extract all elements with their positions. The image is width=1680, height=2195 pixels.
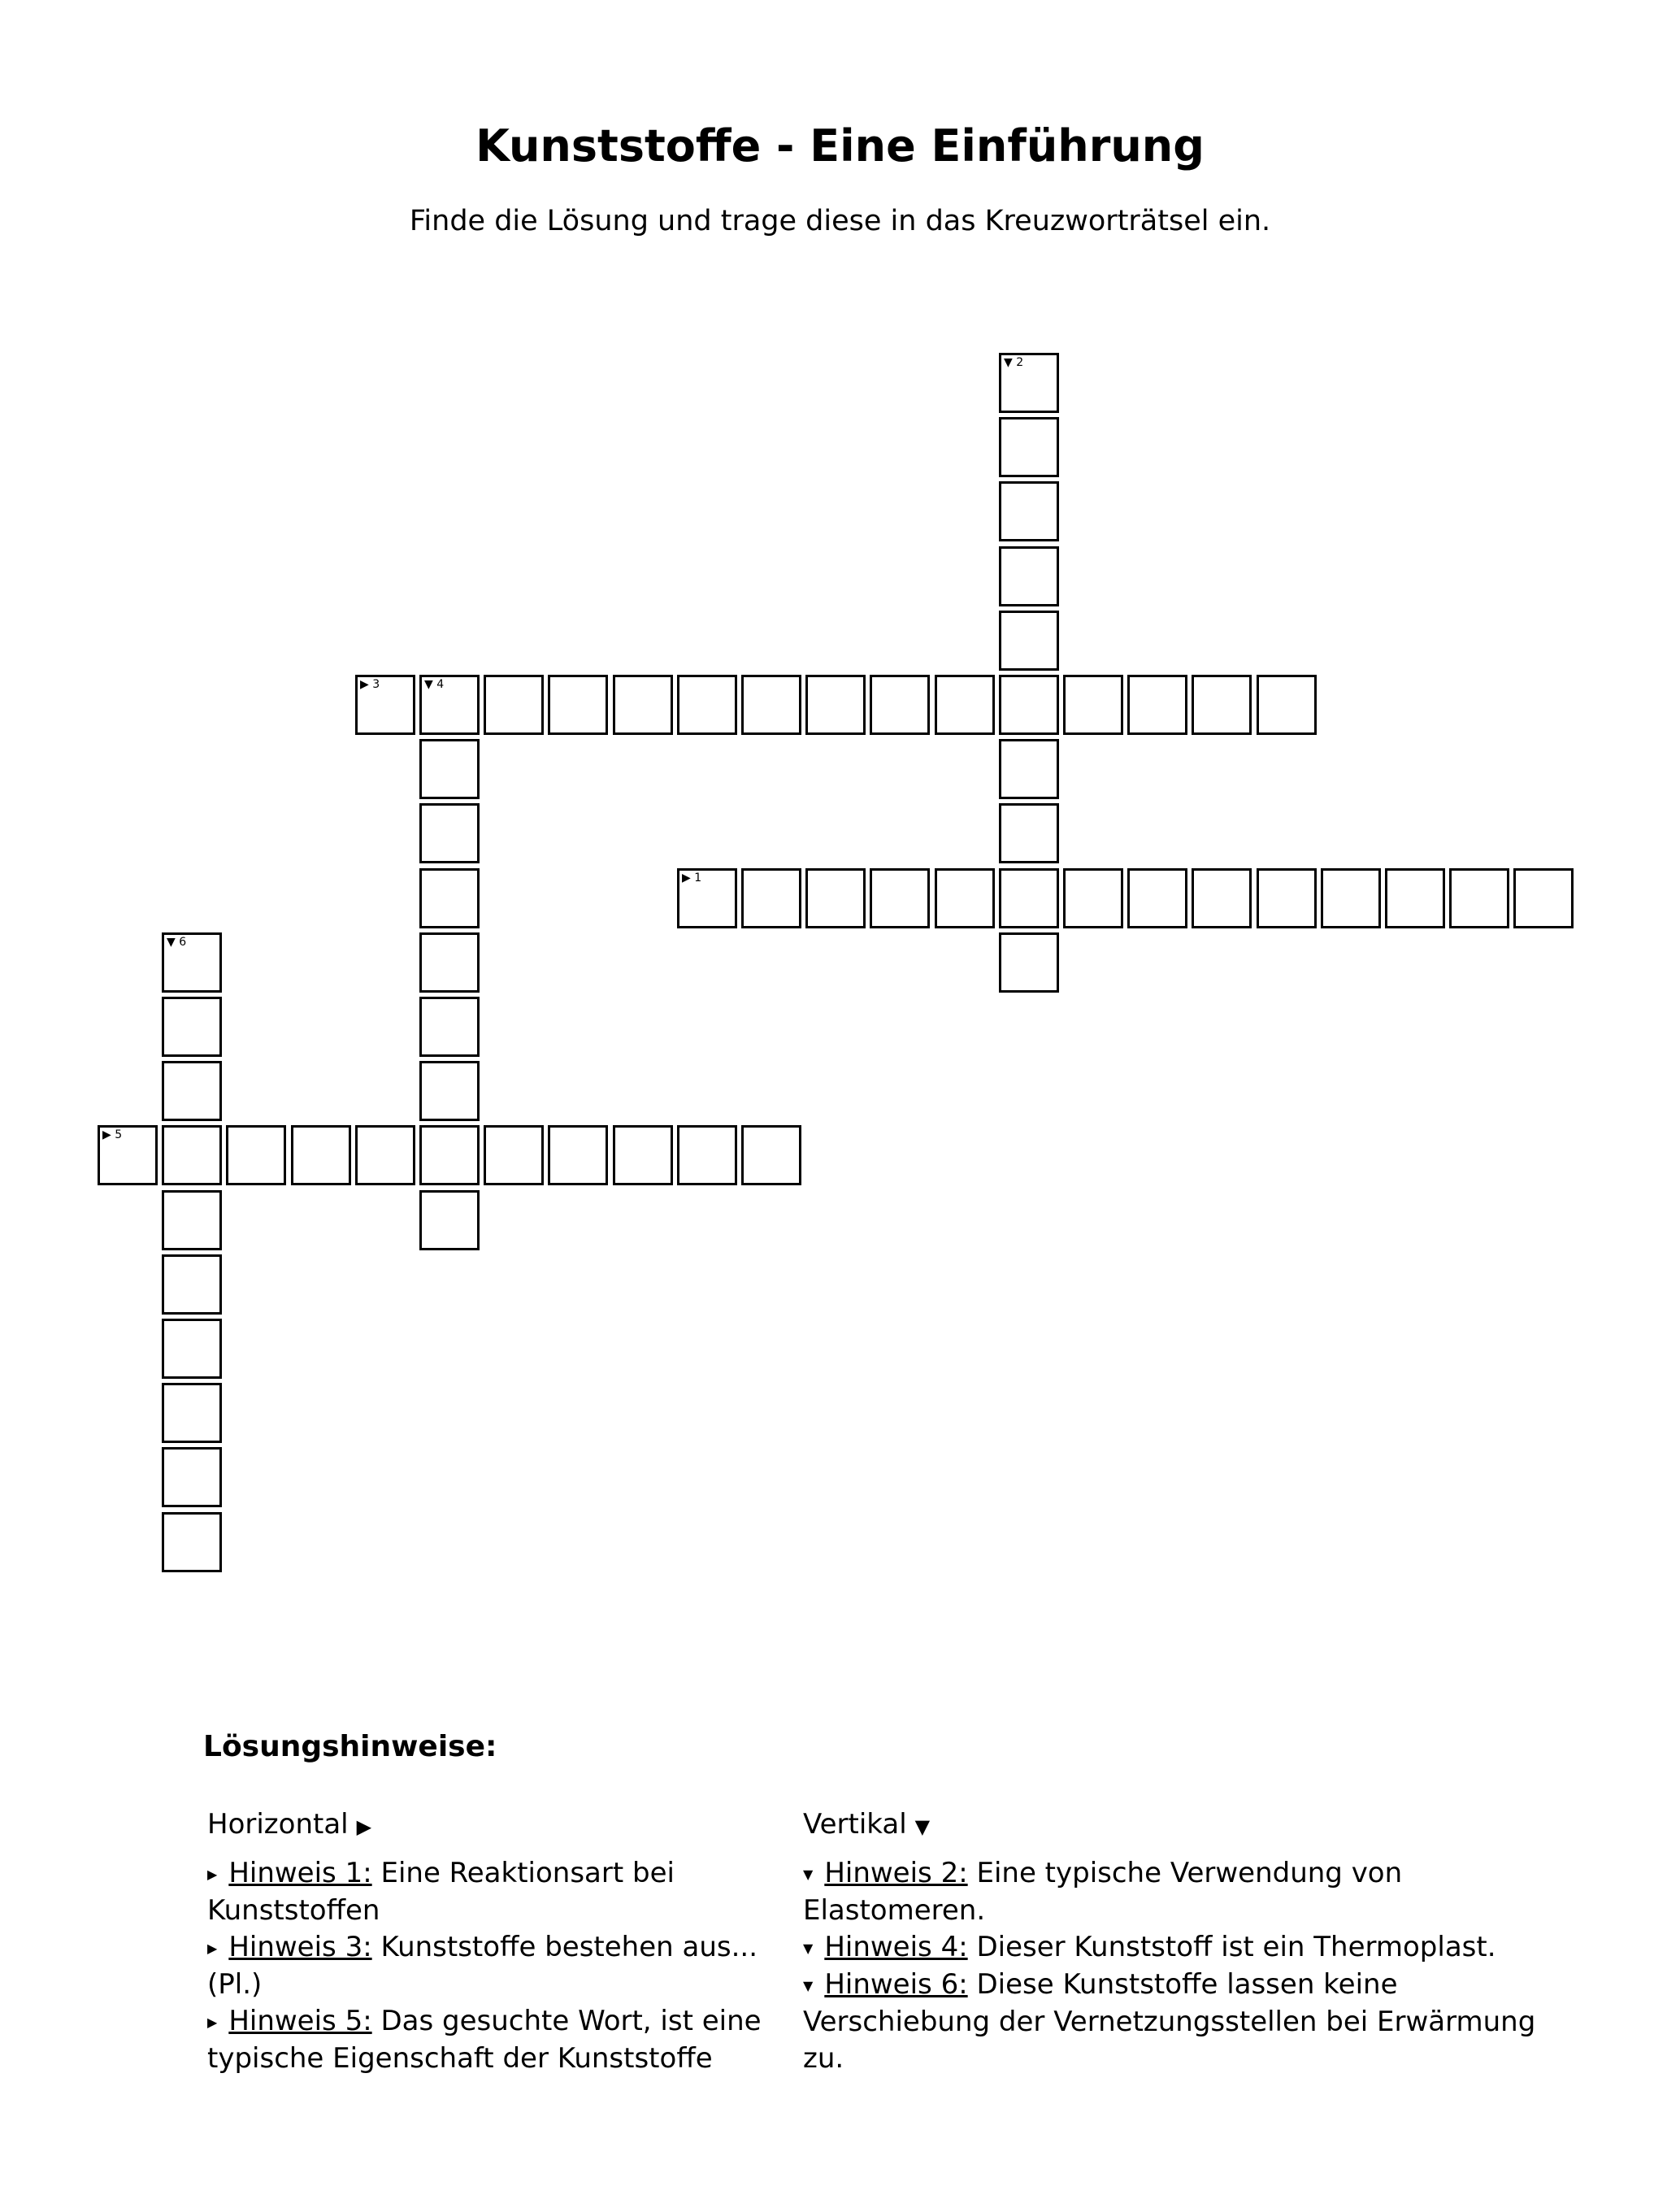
- crossword-cell[interactable]: [98, 1125, 158, 1185]
- crossword-cell[interactable]: [870, 868, 930, 928]
- crossword-cell[interactable]: [935, 675, 995, 735]
- hint-label: Hinweis 6:: [824, 1968, 968, 2001]
- crossword-cell[interactable]: [999, 803, 1059, 863]
- crossword-cell[interactable]: [999, 675, 1059, 735]
- hints-title: Lösungshinweise:: [203, 1730, 497, 1763]
- crossword-cell[interactable]: [355, 675, 415, 735]
- crossword-cell[interactable]: [999, 546, 1059, 606]
- clue-number: ▶ 3: [360, 678, 380, 691]
- page-title: Kunststoffe - Eine Einführung: [475, 120, 1205, 172]
- horizontal-heading-label: Horizontal: [207, 1808, 349, 1841]
- hint-label: Hinweis 5:: [228, 2005, 372, 2037]
- hints-vertical-column: [803, 1806, 1583, 2077]
- hint-label: Hinweis 1:: [228, 1857, 372, 1889]
- crossword-cell[interactable]: [419, 868, 480, 928]
- right-arrow-icon: ▶: [207, 1867, 218, 1882]
- crossword-cell[interactable]: [677, 868, 737, 928]
- right-arrow-icon: ▶: [207, 2015, 218, 2030]
- crossword-cell[interactable]: [419, 803, 480, 863]
- down-arrow-icon: ▼: [803, 1978, 814, 1993]
- crossword-cell[interactable]: [999, 353, 1059, 413]
- crossword-cell[interactable]: [805, 868, 866, 928]
- crossword-cell[interactable]: [419, 932, 480, 993]
- crossword-cell[interactable]: [419, 1190, 480, 1250]
- hint-text: Kunststoffe bestehen aus... (Pl.): [207, 1931, 758, 2001]
- clue-number: ▼ 2: [1004, 356, 1024, 369]
- crossword-cell[interactable]: [1257, 675, 1317, 735]
- crossword-cell[interactable]: [419, 1125, 480, 1185]
- hint-label: Hinweis 2:: [824, 1857, 968, 1889]
- crossword-cell[interactable]: [741, 1125, 801, 1185]
- hint-text: Eine typische Verwendung von Elastomeren.: [803, 1857, 1403, 1927]
- crossword-cell[interactable]: [162, 1383, 222, 1443]
- crossword-cell[interactable]: [870, 675, 930, 735]
- hint-2: [803, 1855, 1583, 1929]
- crossword-cell[interactable]: [162, 1125, 222, 1185]
- hint-text: Eine Reaktionsart bei Kunststoffen: [207, 1857, 675, 1927]
- crossword-cell[interactable]: [162, 1512, 222, 1572]
- crossword-cell[interactable]: [999, 481, 1059, 541]
- hint-5: [207, 2003, 776, 2077]
- crossword-cell[interactable]: [935, 868, 995, 928]
- crossword-cell[interactable]: [1127, 868, 1187, 928]
- hints-horizontal-column: [207, 1806, 776, 2077]
- crossword-cell[interactable]: [1063, 868, 1123, 928]
- crossword-cell[interactable]: [1321, 868, 1381, 928]
- crossword-cell[interactable]: [419, 1061, 480, 1121]
- right-arrow-icon: ▶: [207, 1941, 218, 1956]
- crossword-cell[interactable]: [1449, 868, 1509, 928]
- hint-text: Diese Kunststoffe lassen keine Verschiebung der Vernetzungsstellen bei Erwärmung zu.: [803, 1968, 1536, 2075]
- crossword-cell[interactable]: [548, 1125, 608, 1185]
- crossword-cell[interactable]: [999, 868, 1059, 928]
- down-arrow-icon: ▼: [803, 1941, 814, 1956]
- down-arrow-icon: ▼: [914, 1815, 931, 1838]
- hint-text: Dieser Kunststoff ist ein Thermoplast.: [967, 1931, 1496, 1963]
- down-arrow-icon: ▼: [803, 1867, 814, 1882]
- crossword-cell[interactable]: [355, 1125, 415, 1185]
- hint-4: [803, 1929, 1583, 1967]
- crossword-cell[interactable]: [291, 1125, 351, 1185]
- clue-number: ▼ 6: [167, 936, 187, 949]
- crossword-cell[interactable]: [999, 611, 1059, 671]
- crossword-cell[interactable]: [1127, 675, 1187, 735]
- crossword-cell[interactable]: [1192, 675, 1252, 735]
- crossword-cell[interactable]: [484, 1125, 544, 1185]
- crossword-cell[interactable]: [162, 932, 222, 993]
- clue-number: ▼ 4: [424, 678, 445, 691]
- crossword-cell[interactable]: [999, 739, 1059, 799]
- crossword-cell[interactable]: [805, 675, 866, 735]
- hint-label: Hinweis 3:: [228, 1931, 372, 1963]
- crossword-cell[interactable]: [1385, 868, 1445, 928]
- crossword-cell[interactable]: [548, 675, 608, 735]
- crossword-cell[interactable]: [162, 1061, 222, 1121]
- crossword-cell[interactable]: [419, 675, 480, 735]
- horizontal-heading: [207, 1806, 776, 1845]
- crossword-cell[interactable]: [162, 1319, 222, 1379]
- hint-6: [803, 1967, 1583, 2077]
- crossword-cell[interactable]: [999, 417, 1059, 477]
- crossword-cell[interactable]: [677, 675, 737, 735]
- hint-1: [207, 1855, 776, 1929]
- crossword-cell[interactable]: [613, 1125, 673, 1185]
- crossword-cell[interactable]: [419, 997, 480, 1057]
- crossword-cell[interactable]: [226, 1125, 286, 1185]
- page-subtitle: Finde die Lösung und trage diese in das Kreuzworträtsel ein.: [409, 205, 1271, 237]
- hint-label: Hinweis 4:: [824, 1931, 968, 1963]
- hint-text: Das gesuchte Wort, ist eine typische Eigenschaft der Kunststoffe: [207, 2005, 762, 2075]
- crossword-cell[interactable]: [1513, 868, 1574, 928]
- crossword-cell[interactable]: [741, 675, 801, 735]
- vertical-heading: [803, 1806, 1583, 1845]
- clue-number: ▶ 1: [682, 871, 702, 885]
- right-arrow-icon: ▶: [356, 1815, 372, 1838]
- crossword-cell[interactable]: [162, 1447, 222, 1507]
- crossword-cell[interactable]: [162, 1190, 222, 1250]
- crossword-cell[interactable]: [613, 675, 673, 735]
- crossword-cell[interactable]: [419, 739, 480, 799]
- crossword-cell[interactable]: [162, 1254, 222, 1315]
- crossword-cell[interactable]: [741, 868, 801, 928]
- vertical-heading-label: Vertikal: [803, 1808, 907, 1841]
- crossword-cell[interactable]: [1257, 868, 1317, 928]
- crossword-cell[interactable]: [484, 675, 544, 735]
- crossword-cell[interactable]: [677, 1125, 737, 1185]
- hint-3: [207, 1929, 776, 2003]
- clue-number: ▶ 5: [102, 1128, 123, 1141]
- crossword-cell[interactable]: [1063, 675, 1123, 735]
- crossword-cell[interactable]: [162, 997, 222, 1057]
- crossword-cell[interactable]: [1192, 868, 1252, 928]
- crossword-cell[interactable]: [999, 932, 1059, 993]
